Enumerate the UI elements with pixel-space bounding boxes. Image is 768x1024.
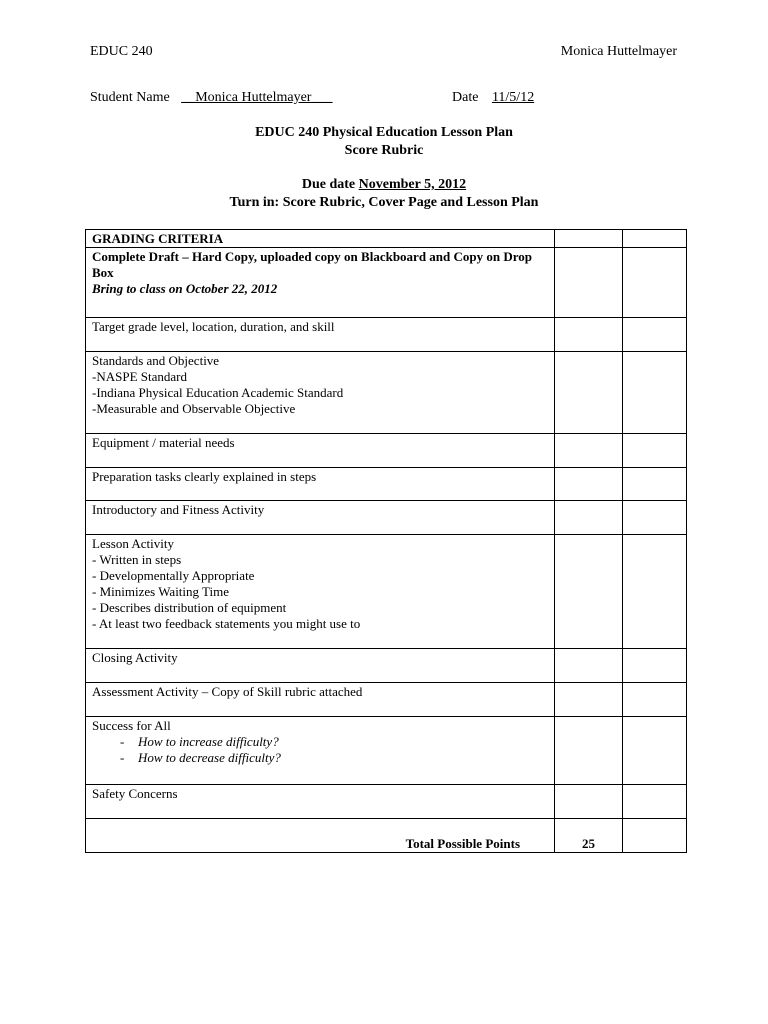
- criterion-success: [86, 717, 555, 785]
- score-cell: [623, 683, 687, 717]
- score-cell: [555, 501, 623, 535]
- total-label: Total Possible Points: [86, 819, 555, 853]
- score-cell: [623, 248, 687, 318]
- score-cell: [555, 649, 623, 683]
- date-line: [452, 90, 534, 106]
- table-row: [86, 785, 687, 819]
- criterion-closing: Closing Activity: [86, 649, 555, 683]
- score-cell: [555, 434, 623, 468]
- success-title: Success for All: [92, 718, 171, 733]
- standards-line: -Indiana Physical Education Academic Standard: [92, 385, 344, 400]
- success-item: - How to decrease difficulty?: [120, 750, 281, 765]
- score-cell: [555, 318, 623, 352]
- score-cell: [555, 717, 623, 785]
- table-row: [86, 683, 687, 717]
- student-name-value: __Monica Huttelmayer___: [181, 90, 333, 105]
- score-cell: [623, 785, 687, 819]
- draft-line: Complete Draft – Hard Copy, uploaded copy on Blackboard and Copy on Drop Box: [92, 249, 533, 280]
- rubric-table: [85, 229, 687, 853]
- grading-criteria-header: GRADING CRITERIA: [86, 230, 555, 248]
- success-item: - How to increase difficulty?: [120, 734, 279, 749]
- standards-line: Standards and Objective: [92, 353, 220, 368]
- draft-note: Bring to class on October 22, 2012: [92, 281, 278, 296]
- table-row: [86, 819, 687, 853]
- table-row: [86, 468, 687, 501]
- criterion-draft: [86, 248, 555, 318]
- score-cell: [623, 468, 687, 501]
- score-cell: [555, 535, 623, 649]
- turn-in-line: Turn in: Score Rubric, Cover Page and Lesson Plan: [229, 195, 539, 210]
- document-title: EDUC 240 Physical Education Lesson Plan: [255, 125, 513, 140]
- criterion-target: Target grade level, location, duration, and skill: [86, 318, 555, 352]
- criterion-preparation: Preparation tasks clearly explained in steps: [86, 468, 555, 501]
- standards-line: -NASPE Standard: [92, 369, 187, 384]
- date-label: Date: [452, 90, 479, 105]
- score-cell: [555, 248, 623, 318]
- due-date-line: [0, 177, 768, 193]
- lesson-line: - Developmentally Appropriate: [92, 568, 255, 583]
- table-row: [86, 535, 687, 649]
- lesson-line: - At least two feedback statements you might use to: [92, 616, 361, 631]
- due-date-label: Due date: [301, 177, 359, 192]
- score-cell: [555, 352, 623, 434]
- score-cell: [555, 683, 623, 717]
- total-value: 25: [555, 819, 623, 853]
- score-cell: [623, 501, 687, 535]
- score-cell: [623, 230, 687, 248]
- criterion-standards: [86, 352, 555, 434]
- score-cell: [623, 717, 687, 785]
- lesson-line: - Minimizes Waiting Time: [92, 584, 230, 599]
- header-author: Monica Huttelmayer: [560, 44, 677, 59]
- score-cell: [623, 819, 687, 853]
- date-value: 11/5/12: [491, 90, 535, 105]
- criterion-intro: Introductory and Fitness Activity: [86, 501, 555, 535]
- criterion-safety: Safety Concerns: [86, 785, 555, 819]
- table-row: [86, 649, 687, 683]
- document-subtitle: Score Rubric: [344, 143, 424, 158]
- table-row: [86, 717, 687, 785]
- score-cell: [623, 649, 687, 683]
- table-row: [86, 230, 687, 248]
- score-cell: [623, 535, 687, 649]
- lesson-line: Lesson Activity: [92, 536, 174, 551]
- criterion-assessment: Assessment Activity – Copy of Skill rubric attached: [86, 683, 555, 717]
- criterion-lesson: [86, 535, 555, 649]
- score-cell: [623, 318, 687, 352]
- student-name-line: [90, 90, 332, 106]
- lesson-line: - Written in steps: [92, 552, 182, 567]
- standards-line: -Measurable and Observable Objective: [92, 401, 296, 416]
- score-cell: [555, 785, 623, 819]
- table-row: [86, 501, 687, 535]
- criterion-equipment: Equipment / material needs: [86, 434, 555, 468]
- student-name-label: Student Name: [90, 90, 170, 105]
- table-row: [86, 248, 687, 318]
- lesson-line: - Describes distribution of equipment: [92, 600, 287, 615]
- score-cell: [623, 352, 687, 434]
- table-row: [86, 318, 687, 352]
- table-row: [86, 434, 687, 468]
- due-date-value: November 5, 2012: [358, 177, 467, 192]
- score-cell: [623, 434, 687, 468]
- score-cell: [555, 230, 623, 248]
- header-course: EDUC 240: [90, 44, 153, 59]
- score-cell: [555, 468, 623, 501]
- table-row: [86, 352, 687, 434]
